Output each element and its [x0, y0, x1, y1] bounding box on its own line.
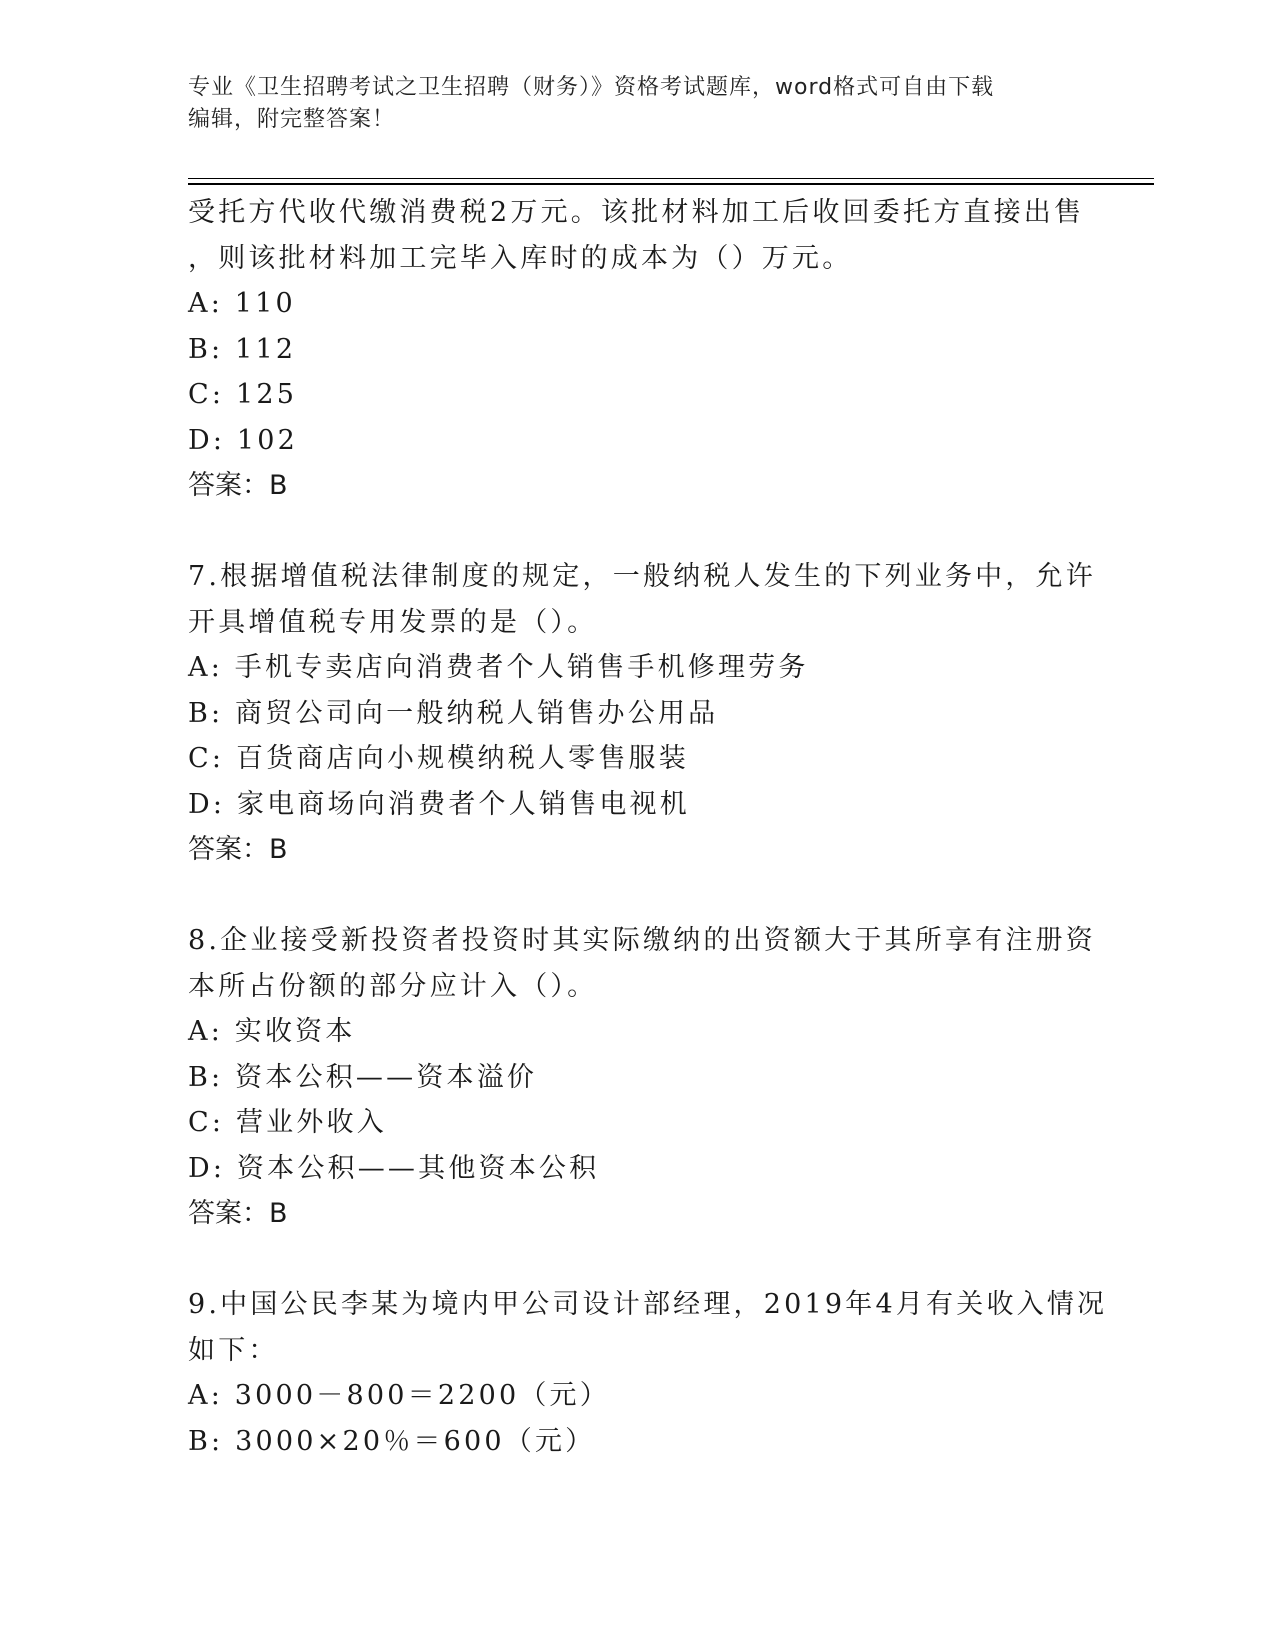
question-8	[188, 918, 1096, 1237]
option-d: D: 家电商场向消费者个人销售电视机	[188, 788, 690, 820]
question-list	[188, 190, 1108, 1464]
header-title-line-2: 编辑，附完整答案！	[188, 107, 396, 132]
option-a: A: 手机专卖店向消费者个人销售手机修理劳务	[188, 652, 809, 683]
question-stem-line: ，则该批材料加工完毕入库时的成本为（）万元。	[188, 242, 853, 274]
question-stem-line: 本所占份额的部分应计入（）。	[188, 970, 598, 1002]
question-stem-line: 开具增值税专用发票的是（）。	[188, 606, 598, 638]
question-stem-line: 受托方代收代缴消费税2万元。该批材料加工后收回委托方直接出售	[188, 197, 1085, 228]
option-b: B: 资本公积——资本溢价	[188, 1061, 538, 1093]
option-d: D: 资本公积——其他资本公积	[188, 1152, 600, 1184]
answer-line: 答案：B	[188, 1198, 288, 1229]
header-divider-thick	[188, 183, 1154, 185]
spacer	[188, 873, 1088, 919]
option-c: C: 125	[188, 379, 298, 410]
option-b: B: 3000×20％＝600（元）	[188, 1425, 596, 1457]
spacer	[188, 1237, 1088, 1283]
question-9	[188, 1282, 1108, 1464]
document-header	[188, 72, 1068, 136]
option-a: A: 110	[188, 288, 296, 319]
option-d: D: 102	[188, 424, 299, 456]
option-b: B: 商贸公司向一般纳税人销售办公用品	[188, 697, 719, 729]
header-divider-thin	[188, 178, 1154, 179]
option-c: C: 百货商店向小规模纳税人零售服装	[188, 743, 689, 774]
question-6	[188, 190, 1088, 509]
spacer	[188, 509, 1088, 555]
question-stem-line: 8.企业接受新投资者投资时其实际缴纳的出资额大于其所享有注册资	[188, 925, 1096, 956]
header-title-line-1: 专业《卫生招聘考试之卫生招聘（财务）》资格考试题库，word格式可自由下载	[188, 75, 995, 100]
question-stem-line: 7.根据增值税法律制度的规定，一般纳税人发生的下列业务中，允许	[188, 561, 1096, 592]
option-b: B: 112	[188, 333, 297, 365]
option-a: A: 3000－800＝2200（元）	[188, 1380, 610, 1411]
question-stem-line: 如下：	[188, 1334, 279, 1366]
question-7	[188, 554, 1096, 873]
option-c: C: 营业外收入	[188, 1107, 387, 1138]
question-stem-line: 9.中国公民李某为境内甲公司设计部经理，2019年4月有关收入情况	[188, 1289, 1108, 1320]
answer-line: 答案：B	[188, 470, 288, 501]
option-a: A: 实收资本	[188, 1016, 356, 1047]
answer-line: 答案：B	[188, 834, 288, 865]
